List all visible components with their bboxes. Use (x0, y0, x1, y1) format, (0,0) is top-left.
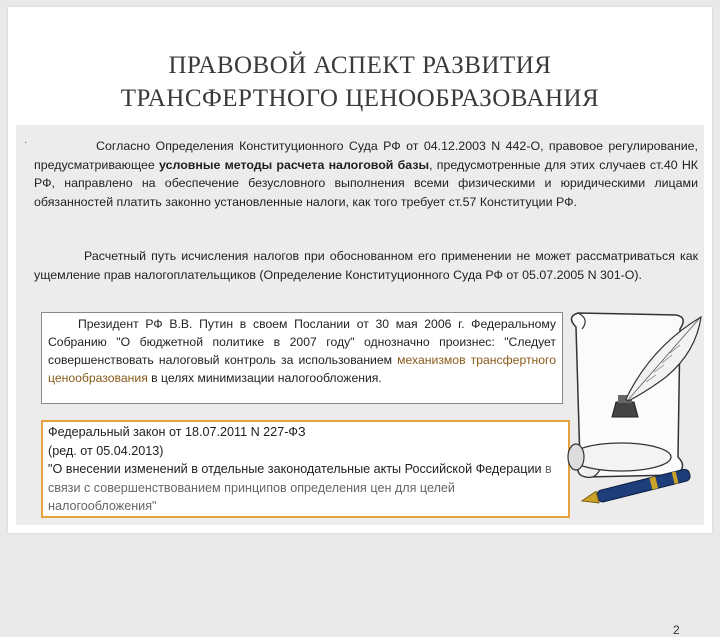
slide-title (16, 49, 704, 115)
para2-text: Расчетный путь исчисления налогов при обоснованном его применении не может рассматриваться как ущемление прав налогоплательщиков (Определение Конституционного Суда РФ от 05.07.2005 N 301-О). (34, 249, 698, 282)
slide (8, 7, 712, 637)
para1-text-c: , предусмотренные для этих случаев ст.40 НК РФ, направлено на обеспечение безусловного выполнения всеми физическими и юридическими лицами обязанностей платить законно установленные налоги, как того требует ст.57 Конституции РФ. (34, 157, 698, 209)
box1-text-c: в целях минимизации налогообложения. (147, 371, 382, 385)
law-title: Федеральный закон от 18.07.2011 N 227-ФЗ (48, 425, 306, 439)
federal-law-text (48, 423, 564, 516)
para1-text-a: Согласно Определения Конституционного Суда РФ от 04.12.2003 N 442-О, правовое регулирование, предусматривающее (34, 139, 698, 172)
federal-law-box (41, 420, 570, 518)
paragraph-constitutional-court (34, 137, 698, 211)
title-line-1: ПРАВОВОЙ АСПЕКТ РАЗВИТИЯ (168, 52, 552, 79)
title-area (16, 15, 704, 125)
president-quote-text (48, 315, 556, 387)
bullet-marker: · (24, 137, 28, 148)
box1-highlight: механизмов трансфертного ценообразования (48, 353, 556, 385)
page-number: 2 (673, 623, 680, 637)
para1-bold-text: условные методы расчета налоговой базы (159, 157, 430, 172)
paragraph-calculation-method (34, 247, 698, 284)
box1-text-a: Президент РФ В.В. Путин в своем Послании от 30 мая 2006 г. Федеральному Собранию "О бюджетной политике в 2007 году" однозначно произнес: "Следует совершенствовать налоговый контроль за использованием (48, 317, 556, 367)
law-edition: (ред. от 05.04.2013) (48, 443, 164, 458)
law-description-faded: в связи с совершенствованием принципов определения цен для целей налогообложения" (48, 462, 552, 513)
president-quote-box (41, 312, 563, 404)
law-description: "О внесении изменений в отдельные законодательные акты Российской Федерации в связи с совершенствованием принципов определения цен для целей налогообложения" (48, 462, 552, 513)
scroll-with-quill-and-pen-icon (556, 307, 716, 512)
title-line-2: ТРАНСФЕРТНОГО ЦЕНООБРАЗОВАНИЯ (120, 85, 600, 112)
